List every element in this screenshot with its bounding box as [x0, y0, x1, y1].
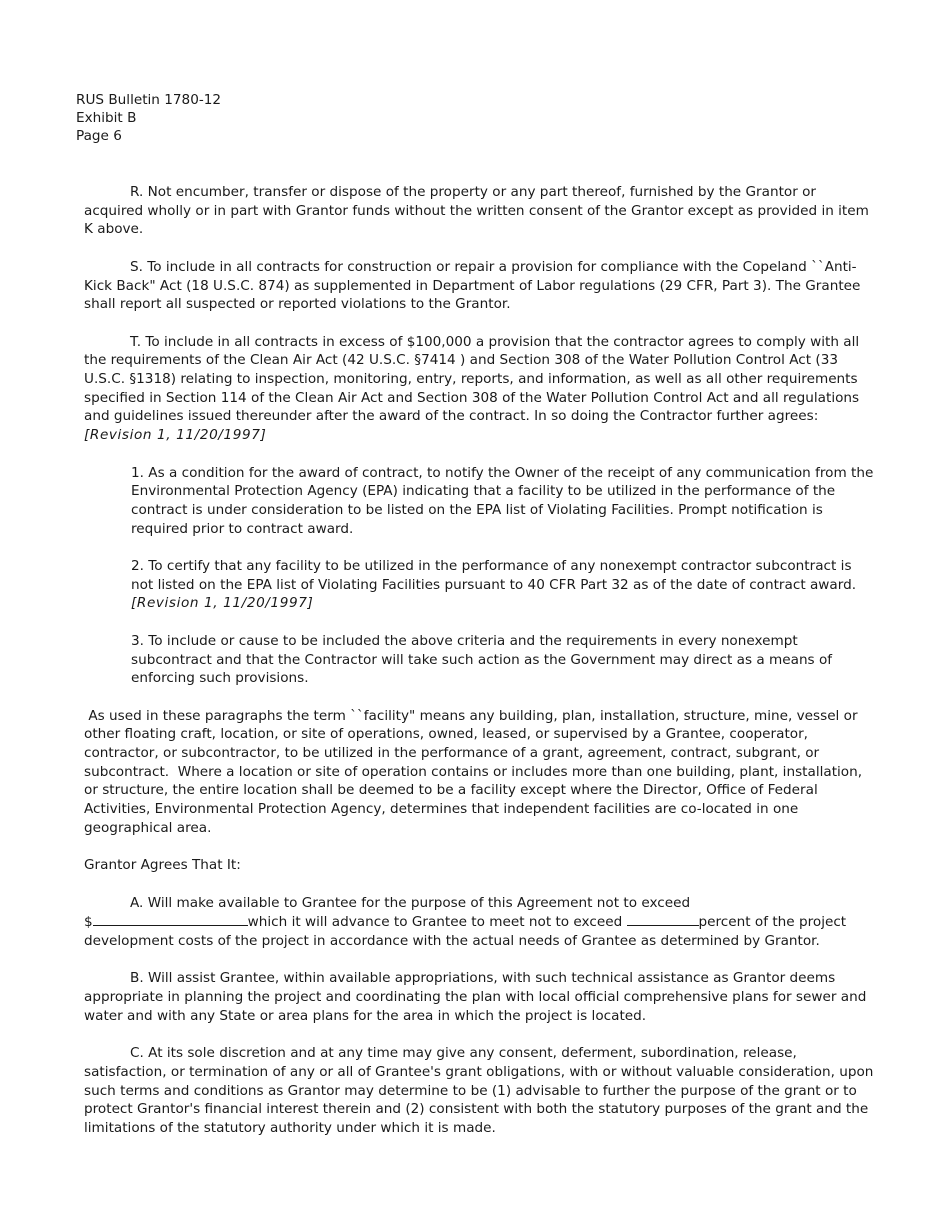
item-t: T. To include in all contracts in excess of $100,000 a provision that the contractor agrees to comply with all the requirements of the Clean Air Act (42 U.S.C. §7414 ) and Section 308 of the Water Pollution Control Act (33 U.S.C. §1318) relating to inspection, monitoring, entry, reports, and information, as well as all other requirements specified in Section 114 of the Clean Air Act and Section 308 of the Water Pollution Control Act and all regulations and guidelines issued thereunder after the award of the contract. In so doing the Contractor further agrees: — [84, 333, 860, 425]
item-r: R. Not encumber, transfer or dispose of the property or any part thereof, furnished by the Grantor or acquired wholly or in part with Grantor funds without the written consent of the Grantor except as provided in item K above. — [84, 184, 869, 238]
grantor-item-c: C. At its sole discretion and at any time may give any consent, deferment, subordination, release, satisfaction, or termination of any or all of Grantee's grant obligations, with or without valuable consideration, upon such terms and conditions as Grantor may determine to be (1) advisable to further the purpose of the grant or to protect Grantor's financial interest therein and (2) consistent with both the statutory purposes of the grant and the limitations of the statutory authority under which it is made. — [84, 1045, 874, 1136]
bulletin-number: RUS Bulletin 1780-12 — [76, 92, 222, 108]
facility-definition: As used in these paragraphs the term ``facility" means any building, plan, installation, structure, mine, vessel or other floating craft, location, or site of operations, owned, leased, or supervised by a Grantee, cooperator, contractor, or subcontractor, to be utilized in the performance of a grant, agreement, contract, subgrant, or subcontract. Where a location or site of operation contains or includes more than one building, plant, installation, or structure, the entire location shall be deemed to be a facility except where the Director, Office of Federal Activities, Environmental Protection Agency, determines that independent facilities are co-located in one geographical area. — [84, 707, 867, 836]
grantor-item-b: B. Will assist Grantee, within available appropriations, with such technical assistance as Grantor deems appropriate in planning the project and coordinating the plan with local official comprehensive plans for sewer and water and with any State or area plans for the area in which the project is located. — [84, 970, 867, 1024]
item-t-1: 1. As a condition for the award of contract, to notify the Owner of the receipt of any communication from the Environmental Protection Agency (EPA) indicating that a facility to be utilized in the performance of the contract is under consideration to be listed on the EPA list of Violating Facilities. Prompt notification is required prior to contract award. — [131, 464, 874, 537]
percent-blank — [627, 912, 699, 926]
grantor-item-a — [84, 894, 874, 951]
item-t-revision: [Revision 1, 11/20/1997] — [84, 427, 267, 444]
page-number: Page 6 — [76, 128, 122, 144]
exhibit-label: Exhibit B — [76, 110, 137, 126]
grantor-item-a-line1: A. Will make available to Grantee for the purpose of this Agreement not to exceed — [130, 894, 691, 911]
dollar-sign: $ — [84, 914, 93, 931]
page-header — [76, 91, 221, 145]
item-t-2: 2. To certify that any facility to be utilized in the performance of any nonexempt contractor subcontract is not listed on the EPA list of Violating Facilities pursuant to 40 CFR Part 32 as of the date of contract award. — [131, 558, 857, 593]
item-s: S. To include in all contracts for construction or repair a provision for compliance with the Copeland ``Anti-Kick Back" Act (18 U.S.C. 874) as supplemented in Department of Labor regulations (29 CFR, Part 3). The Grantee shall report all suspected or reported violations to the Grantor. — [84, 258, 861, 313]
grantor-heading: Grantor Agrees That It: — [84, 857, 241, 874]
grantor-item-a-end: percent of the project development costs of the project in accordance with the actual needs of Grantee as determined by Grantor. — [84, 914, 847, 949]
item-t-3: 3. To include or cause to be included the above criteria and the requirements in every nonexempt subcontract and that the Contractor will take such action as the Government may direct as a means of enforcing such provisions. — [131, 632, 833, 687]
item-t-2-revision: [Revision 1, 11/20/1997] — [131, 595, 314, 612]
amount-blank — [93, 912, 248, 926]
grantor-item-a-middle: which it will advance to Grantee to meet not to exceed — [247, 914, 627, 931]
document-body — [84, 183, 874, 1138]
